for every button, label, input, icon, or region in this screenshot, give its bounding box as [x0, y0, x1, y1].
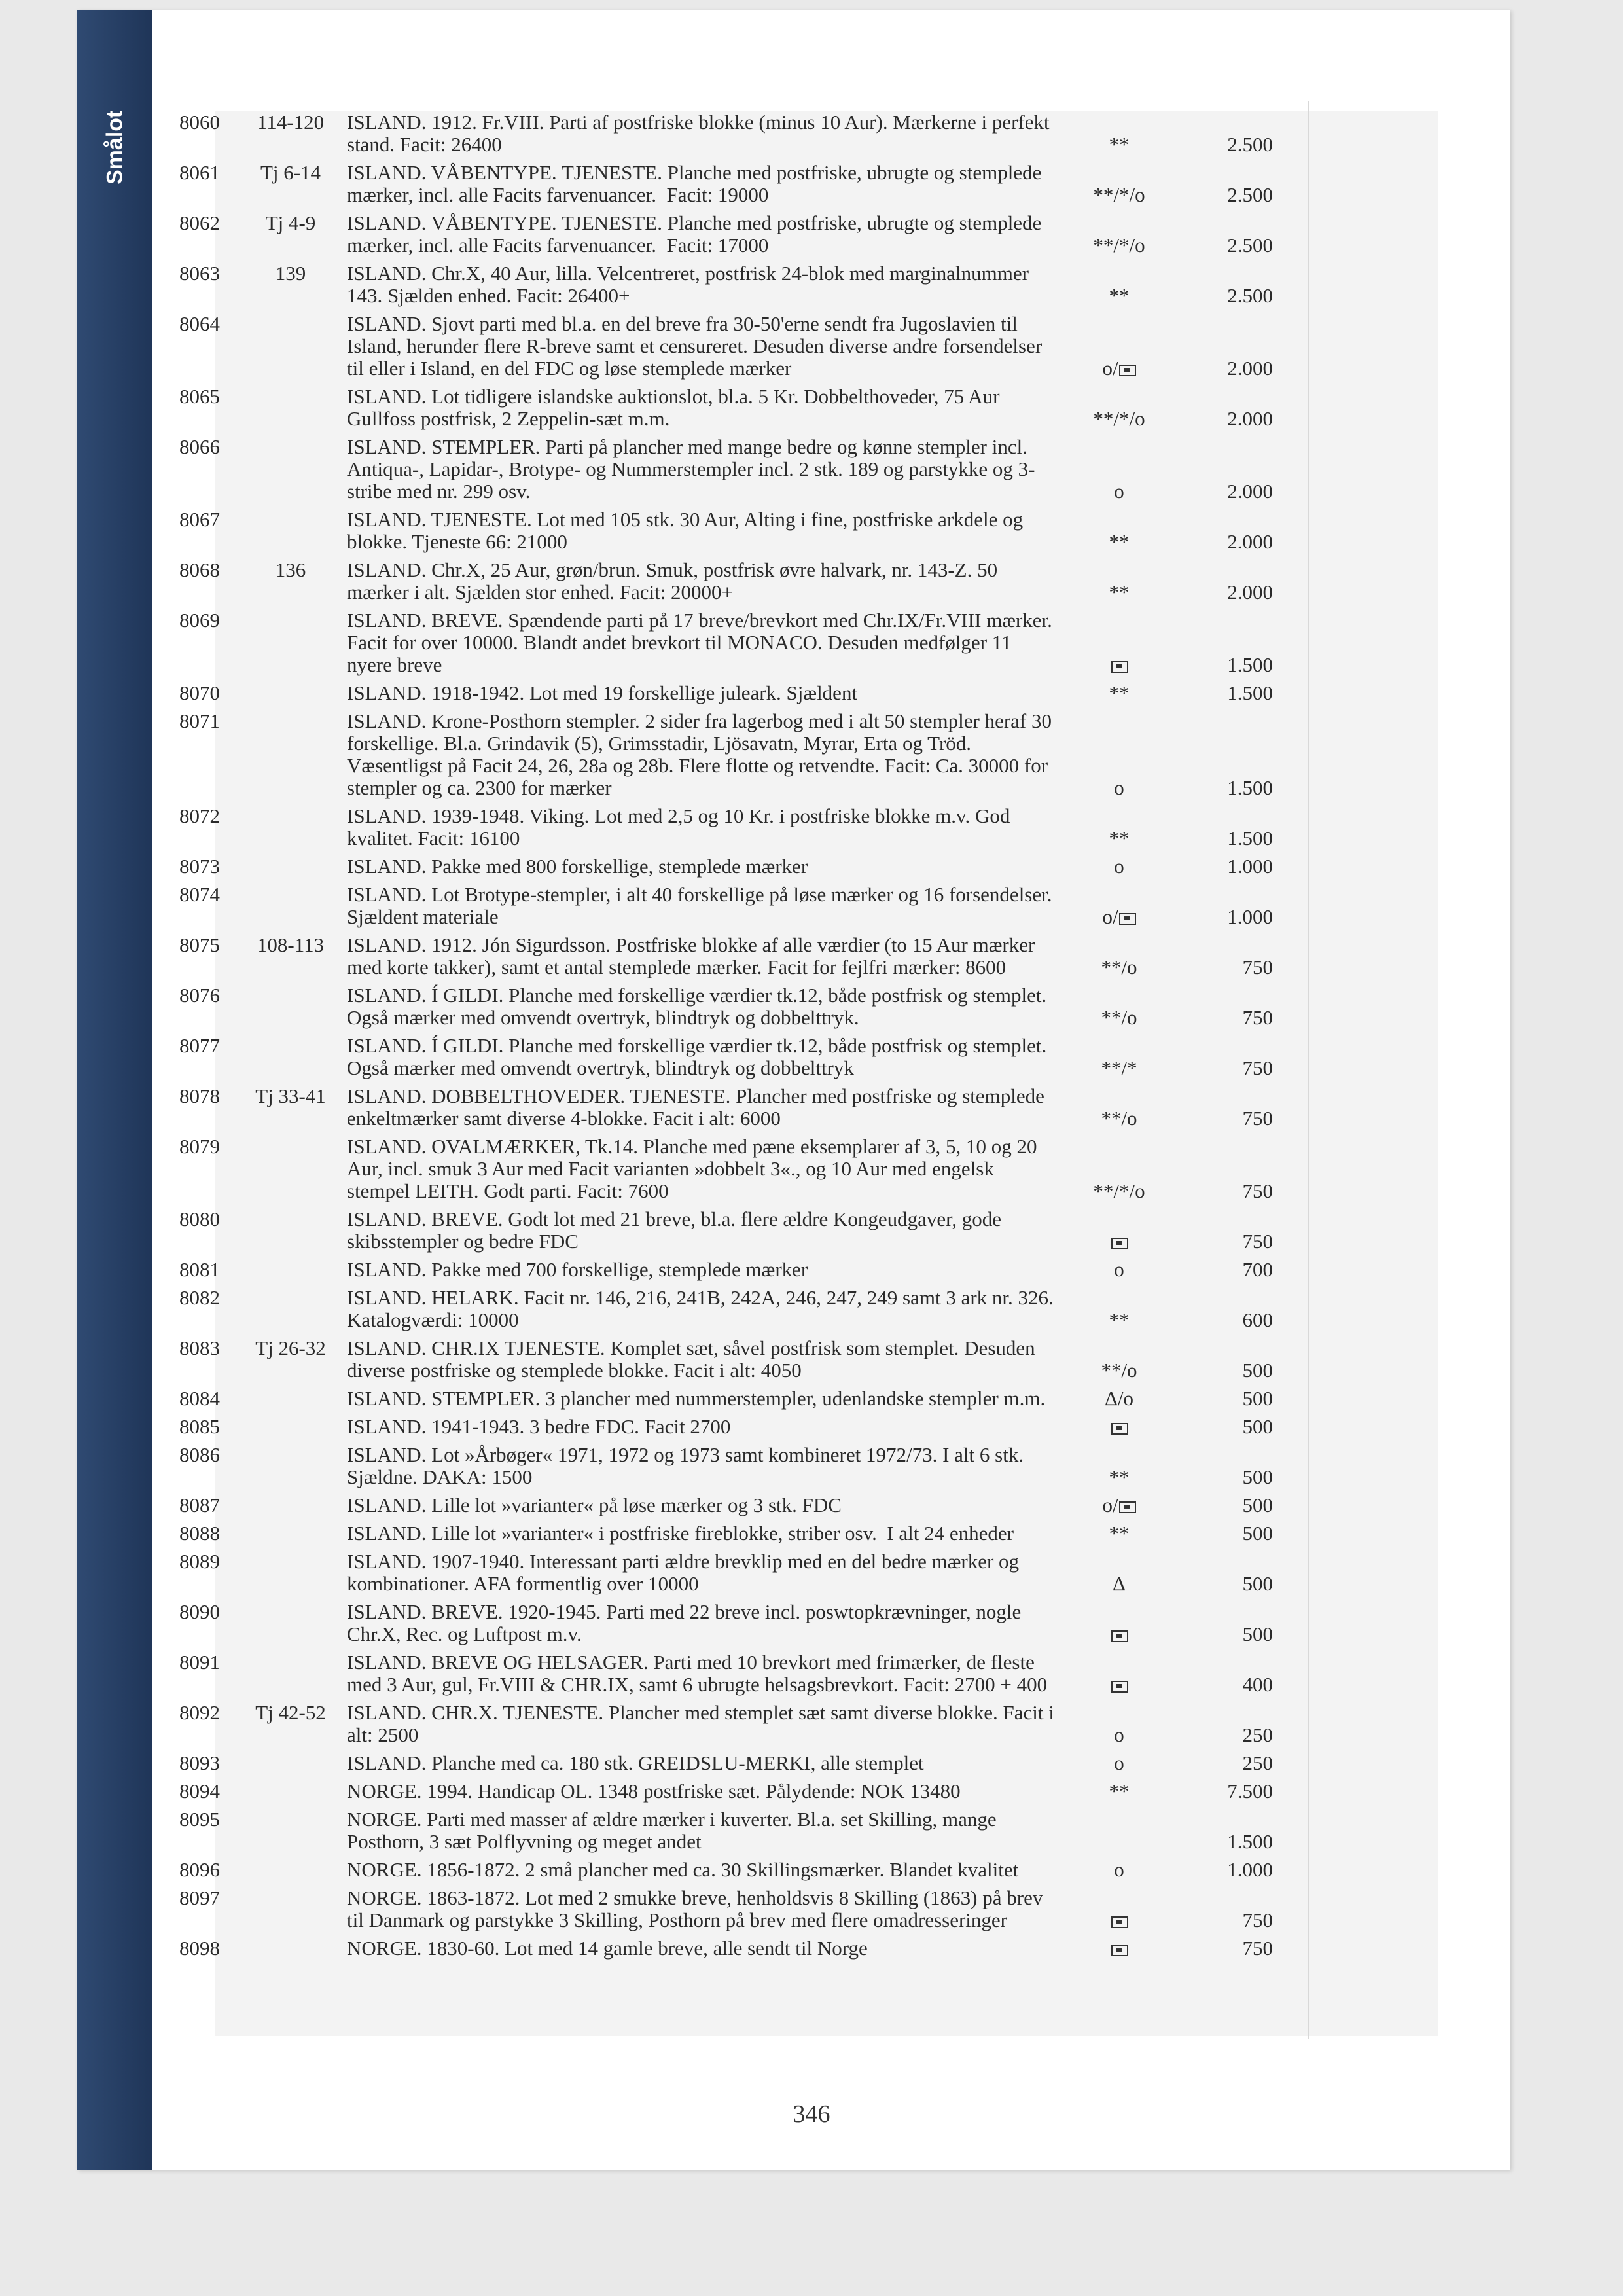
lot-number: 8078 [179, 1085, 220, 1107]
lot-description: ISLAND. CHR.X. TJENESTE. Plancher med stemplet sæt samt diverse blokke. Facit i alt: 2500 [347, 1701, 1060, 1746]
lot-price: 600 [1242, 1308, 1273, 1331]
condition-text: ** [1109, 530, 1130, 553]
lot-description: ISLAND. 1918-1942. Lot med 19 forskellige juleark. Sjældent [347, 681, 858, 704]
lot-description: ISLAND. Lot Brotype-stempler, i alt 40 forskellige på løse mærker og 16 forsendelser. Sjældent materiale [347, 883, 1058, 928]
lot-price: 1.000 [1227, 905, 1273, 928]
lot-row [177, 1416, 1420, 1444]
condition-text: ** [1109, 284, 1130, 307]
lot-description: ISLAND. 1941-1943. 3 bedre FDC. Facit 2700 [347, 1415, 731, 1438]
lot-description: ISLAND. Pakke med 700 forskellige, stemplede mærker [347, 1258, 808, 1281]
lot-number: 8095 [179, 1808, 220, 1831]
condition-code [1060, 1573, 1178, 1595]
lot-price: 750 [1242, 956, 1273, 978]
condition-text: o [1114, 1858, 1124, 1881]
condition-code [1060, 1388, 1178, 1410]
lot-price: 750 [1242, 1230, 1273, 1253]
lot-row [177, 1551, 1420, 1601]
condition-text: ** [1109, 681, 1130, 704]
condition-text: **/o [1101, 956, 1137, 978]
lot-price: 750 [1242, 1107, 1273, 1130]
lot-price: 500 [1242, 1359, 1273, 1382]
lot-number: 8090 [179, 1600, 220, 1623]
lot-price: 2.000 [1227, 357, 1273, 380]
catalogue-number: 139 [275, 262, 306, 285]
condition-code [1060, 1309, 1178, 1331]
lot-description: ISLAND. VÅBENTYPE. TJENESTE. Planche med postfriske, ubrugte og stemplede mærker, incl. alle Facits farvenuancer. Facit: 17000 [347, 211, 1047, 257]
condition-code [1060, 1724, 1178, 1746]
condition-code [1060, 956, 1178, 978]
condition-code [1060, 1230, 1178, 1253]
lot-number: 8098 [179, 1937, 220, 1960]
lot-row [177, 855, 1420, 884]
lot-number: 8069 [179, 609, 220, 632]
section-sidebar [77, 10, 152, 2170]
condition-text: **/o [1101, 1107, 1137, 1130]
lot-number: 8082 [179, 1286, 220, 1309]
lot-description: ISLAND. HELARK. Facit nr. 146, 216, 241B, 242A, 246, 247, 249 samt 3 ark nr. 326. Katalogværdi: 10000 [347, 1286, 1059, 1331]
condition-text: **/*/o [1093, 234, 1145, 257]
lot-price: 250 [1242, 1751, 1273, 1774]
lot-description: NORGE. Parti med masser af ældre mærker i kuverter. Bl.a. set Skilling, mange Posthorn, 3 sæt Polflyvning og meget andet [347, 1808, 1002, 1853]
condition-text: o/ [1102, 357, 1118, 380]
lot-row [177, 262, 1420, 313]
condition-text: **/* [1101, 1056, 1137, 1079]
condition-text: o [1114, 1751, 1124, 1774]
lot-row [177, 1808, 1420, 1859]
lot-description: ISLAND. DOBBELTHOVEDER. TJENESTE. Plancher med postfriske og stemplede enkeltmærker samt diverse 4-blokke. Facit i alt: 6000 [347, 1085, 1050, 1130]
lot-row [177, 111, 1420, 162]
condition-code [1060, 1859, 1178, 1881]
lot-description: ISLAND. BREVE. 1920-1945. Parti med 22 breve incl. poswtopkrævninger, nogle Chr.X, Rec. og Luftpost m.v. [347, 1600, 1026, 1645]
lot-description: NORGE. 1856-1872. 2 små plancher med ca. 30 Skillingsmærker. Blandet kvalitet [347, 1858, 1019, 1881]
lot-price: 500 [1242, 1522, 1273, 1545]
condition-code [1060, 1780, 1178, 1803]
lot-row [177, 386, 1420, 436]
lot-description: ISLAND. Í GILDI. Planche med forskellige værdier tk.12, både postfrisk og stemplet. Også mærker med omvendt overtryk, blindtryk og dobbelttryk. [347, 984, 1052, 1029]
lot-number: 8063 [179, 262, 220, 285]
cover-icon [1119, 365, 1136, 376]
condition-code [1060, 234, 1178, 257]
condition-text: **/*/o [1093, 183, 1145, 206]
lot-number: 8079 [179, 1135, 220, 1158]
lot-number: 8097 [179, 1886, 220, 1909]
condition-code [1060, 581, 1178, 603]
lot-row [177, 1287, 1420, 1337]
condition-text: **/*/o [1093, 1179, 1145, 1202]
condition-code [1060, 855, 1178, 878]
lot-row [177, 682, 1420, 710]
lot-row [177, 1085, 1420, 1136]
lot-number: 8085 [179, 1415, 220, 1438]
lot-number: 8093 [179, 1751, 220, 1774]
lot-row [177, 212, 1420, 262]
condition-text: Δ [1113, 1572, 1126, 1595]
lot-description: NORGE. 1830-60. Lot med 14 gamle breve, alle sendt til Norge [347, 1937, 868, 1960]
lot-row [177, 1887, 1420, 1937]
condition-code [1060, 777, 1178, 799]
lot-price: 1.500 [1227, 776, 1273, 799]
lot-number: 8062 [179, 211, 220, 234]
lot-price: 2.000 [1227, 407, 1273, 430]
condition-text: ** [1109, 1308, 1130, 1331]
lot-price: 2.500 [1227, 183, 1273, 206]
condition-code [1060, 531, 1178, 553]
lot-description: ISLAND. Planche med ca. 180 stk. GREIDSLU-MERKI, alle stemplet [347, 1751, 924, 1774]
lot-row [177, 1522, 1420, 1551]
lot-number: 8068 [179, 558, 220, 581]
lot-description: ISLAND. Chr.X, 25 Aur, grøn/brun. Smuk, postfrisk øvre halvark, nr. 143-Z. 50 mærker i alt. Sjælden stor enhed. Facit: 20000+ [347, 558, 1003, 603]
lot-price: 500 [1242, 1387, 1273, 1410]
lot-description: ISLAND. Sjovt parti med bl.a. en del breve fra 30-50'erne sendt fra Jugoslavien til Island, herunder flere R-breve samt et censureret. Desuden diverse andre forsendelser til eller i Island, en del FDC og løse stemplede mærker [347, 312, 1047, 380]
condition-code [1060, 1494, 1178, 1516]
condition-code [1060, 480, 1178, 503]
catalogue-number: 114-120 [257, 111, 325, 134]
lot-price: 2.000 [1227, 480, 1273, 503]
lot-row [177, 1651, 1420, 1702]
lot-description: ISLAND. STEMPLER. Parti på plancher med mange bedre og kønne stempler incl. Antiqua-, Lapidar-, Brotype- og Nummerstempler incl. 2 stk. 189 og parstykke og 3-stribe med nr. 299 osv. [347, 435, 1035, 503]
page-number: 346 [793, 2100, 830, 2128]
condition-code [1060, 1522, 1178, 1545]
lot-number: 8089 [179, 1550, 220, 1573]
condition-text: o [1114, 855, 1124, 878]
lot-price: 750 [1242, 1179, 1273, 1202]
lot-description: ISLAND. CHR.IX TJENESTE. Komplet sæt, såvel postfrisk som stemplet. Desuden diverse postfriske og stemplede blokke. Facit i alt: 4050 [347, 1336, 1041, 1382]
lot-number: 8076 [179, 984, 220, 1007]
lot-number: 8091 [179, 1651, 220, 1674]
lot-row [177, 559, 1420, 609]
lot-description: ISLAND. OVALMÆRKER, Tk.14. Planche med pæne eksemplarer af 3, 5, 10 og 20 Aur, incl. smuk 3 Aur med Facit varianten »dobbelt 3«., og 10 Aur med engelsk stempel LEITH. Godt parti. Facit: 7600 [347, 1135, 1041, 1202]
condition-text: ** [1109, 827, 1130, 850]
condition-text: o/ [1102, 1494, 1118, 1516]
lot-row [177, 984, 1420, 1035]
lot-row [177, 1601, 1420, 1651]
condition-code [1060, 1937, 1178, 1960]
lot-price: 500 [1242, 1623, 1273, 1645]
lot-row [177, 1208, 1420, 1259]
lot-number: 8060 [179, 111, 220, 134]
catalogue-number: Tj 26-32 [255, 1336, 326, 1359]
lot-description: ISLAND. 1907-1940. Interessant parti ældre brevklip med en del bedre mærker og kombinationer. AFA formentlig over 10000 [347, 1550, 1024, 1595]
condition-text: **/o [1101, 1006, 1137, 1029]
lot-row [177, 1337, 1420, 1388]
lot-row [177, 1859, 1420, 1887]
condition-text: **/*/o [1093, 407, 1145, 430]
lot-number: 8092 [179, 1701, 220, 1724]
lot-row [177, 609, 1420, 682]
condition-text: **/o [1101, 1359, 1137, 1382]
lot-description: ISLAND. Pakke med 800 forskellige, stemplede mærker [347, 855, 808, 878]
lot-price: 2.000 [1227, 530, 1273, 553]
cover-icon [1111, 661, 1128, 673]
cover-icon [1111, 1423, 1128, 1435]
lot-price: 700 [1242, 1258, 1273, 1281]
lot-number: 8067 [179, 508, 220, 531]
lot-row [177, 1702, 1420, 1752]
lot-price: 250 [1242, 1723, 1273, 1746]
condition-code [1060, 285, 1178, 307]
lot-description: ISLAND. Krone-Posthorn stempler. 2 sider fra lagerbog med i alt 50 stempler heraf 30 forskellige. Bl.a. Grindavik (5), Grimsstadir, Ljösavatn, Myrar, Erta og Tröd. Væsentligst på Facit 24, 26, 28a og 28b. Flere flotte og retvendte. Facit: Ca. 30000 for stempler og ca. 2300 for mærker [347, 709, 1057, 799]
lot-row [177, 162, 1420, 212]
condition-code [1060, 1909, 1178, 1931]
condition-code [1060, 1107, 1178, 1130]
lot-description: ISLAND. BREVE OG HELSAGER. Parti med 10 brevkort med frimærker, de fleste med 3 Aur, gul, Fr.VIII & CHR.IX, samt 6 ubrugte helsagsbrevkort. Facit: 2700 + 400 [347, 1651, 1048, 1696]
condition-code [1060, 827, 1178, 850]
lot-number: 8064 [179, 312, 220, 335]
lot-number: 8077 [179, 1034, 220, 1057]
lot-price: 1.000 [1227, 855, 1273, 878]
lot-number: 8096 [179, 1858, 220, 1881]
condition-code [1060, 1359, 1178, 1382]
condition-text: o [1114, 480, 1124, 503]
condition-code [1060, 1057, 1178, 1079]
cover-icon [1111, 1630, 1128, 1642]
lot-description: ISLAND. Lot »Årbøger« 1971, 1972 og 1973 samt kombineret 1972/73. I alt 6 stk. Sjældne. DAKA: 1500 [347, 1443, 1029, 1488]
condition-code [1060, 184, 1178, 206]
cover-icon [1111, 1681, 1128, 1693]
cover-icon [1111, 1238, 1128, 1249]
condition-text: o [1114, 776, 1124, 799]
lot-number: 8061 [179, 161, 220, 184]
lot-number: 8094 [179, 1780, 220, 1803]
lot-number: 8073 [179, 855, 220, 878]
lot-price: 1.500 [1227, 827, 1273, 850]
lot-row [177, 1752, 1420, 1780]
condition-code [1060, 408, 1178, 430]
catalogue-number: Tj 6-14 [260, 161, 321, 184]
catalogue-number: 108-113 [257, 933, 325, 956]
lot-number: 8084 [179, 1387, 220, 1410]
lot-price: 400 [1242, 1673, 1273, 1696]
lot-description: ISLAND. Chr.X, 40 Aur, lilla. Velcentreret, postfrisk 24-blok med marginalnummer 143. Sjælden enhed. Facit: 26400+ [347, 262, 1034, 307]
lot-row [177, 313, 1420, 386]
cover-icon [1119, 913, 1136, 925]
lot-list [177, 111, 1420, 1965]
condition-text: ** [1109, 133, 1130, 156]
condition-code [1060, 1259, 1178, 1281]
lot-number: 8080 [179, 1208, 220, 1230]
condition-text: ** [1109, 581, 1130, 603]
lot-price: 750 [1242, 1056, 1273, 1079]
lot-row [177, 805, 1420, 855]
lot-row [177, 1035, 1420, 1085]
lot-description: ISLAND. BREVE. Godt lot med 21 breve, bl.a. flere ældre Kongeudgaver, gode skibsstempler og bedre FDC [347, 1208, 1007, 1253]
condition-text: ** [1109, 1780, 1130, 1803]
condition-code [1060, 1007, 1178, 1029]
condition-text: Δ/o [1104, 1387, 1134, 1410]
lot-price: 2.500 [1227, 284, 1273, 307]
lot-description: ISLAND. Lot tidligere islandske auktionslot, bl.a. 5 Kr. Dobbelthoveder, 75 Aur Gullfoss postfrisk, 2 Zeppelin-sæt m.m. [347, 385, 1005, 430]
lot-price: 750 [1242, 1937, 1273, 1960]
lot-description: ISLAND. 1912. Fr.VIII. Parti af postfriske blokke (minus 10 Aur). Mærkerne i perfekt stand. Facit: 26400 [347, 111, 1055, 156]
condition-code [1060, 1623, 1178, 1645]
catalogue-number: 136 [275, 558, 306, 581]
lot-price: 500 [1242, 1572, 1273, 1595]
lot-row [177, 1259, 1420, 1287]
lot-price: 1.500 [1227, 1830, 1273, 1853]
lot-row [177, 934, 1420, 984]
section-label: Smålot [102, 110, 128, 185]
lot-row [177, 1136, 1420, 1208]
lot-price: 500 [1242, 1465, 1273, 1488]
lot-price: 1.500 [1227, 653, 1273, 676]
lot-price: 1.000 [1227, 1858, 1273, 1881]
cover-icon [1111, 1945, 1128, 1956]
lot-price: 500 [1242, 1494, 1273, 1516]
lot-row [177, 436, 1420, 509]
lot-row [177, 509, 1420, 559]
condition-code [1060, 1674, 1178, 1696]
catalogue-number: Tj 33-41 [255, 1085, 326, 1107]
lot-row [177, 1937, 1420, 1965]
condition-text: o [1114, 1723, 1124, 1746]
condition-code [1060, 906, 1178, 928]
lot-description: NORGE. 1863-1872. Lot med 2 smukke breve, henholdsvis 8 Skilling (1863) på brev til Danmark og parstykke 3 Skilling, Posthorn på brev med flere omadresseringer [347, 1886, 1048, 1931]
lot-row [177, 1780, 1420, 1808]
lot-number: 8072 [179, 804, 220, 827]
lot-description: ISLAND. 1939-1948. Viking. Lot med 2,5 og 10 Kr. i postfriske blokke m.v. God kvalitet. Facit: 16100 [347, 804, 1016, 850]
condition-code [1060, 1466, 1178, 1488]
condition-code [1060, 654, 1178, 676]
lot-price: 750 [1242, 1006, 1273, 1029]
condition-code [1060, 134, 1178, 156]
lot-number: 8081 [179, 1258, 220, 1281]
lot-number: 8087 [179, 1494, 220, 1516]
catalogue-number: Tj 42-52 [255, 1701, 326, 1724]
lot-number: 8070 [179, 681, 220, 704]
lot-price: 500 [1242, 1415, 1273, 1438]
lot-row [177, 884, 1420, 934]
condition-code [1060, 1180, 1178, 1202]
condition-code [1060, 357, 1178, 380]
lot-description: ISLAND. BREVE. Spændende parti på 17 breve/brevkort med Chr.IX/Fr.VIII mærker. Facit for over 10000. Blandt andet brevkort til MONACO. Desuden medfølger 11 nyere breve [347, 609, 1058, 676]
lot-description: ISLAND. Í GILDI. Planche med forskellige værdier tk.12, både postfrisk og stemplet. Også mærker med omvendt overtryk, blindtryk og dobbelttryk [347, 1034, 1052, 1079]
lot-row [177, 1494, 1420, 1522]
lot-number: 8075 [179, 933, 220, 956]
lot-number: 8074 [179, 883, 220, 906]
lot-price: 750 [1242, 1909, 1273, 1931]
lot-price: 2.500 [1227, 133, 1273, 156]
lot-price: 2.000 [1227, 581, 1273, 603]
lot-description: NORGE. 1994. Handicap OL. 1348 postfriske sæt. Pålydende: NOK 13480 [347, 1780, 961, 1803]
lot-price: 1.500 [1227, 681, 1273, 704]
lot-number: 8071 [179, 709, 220, 732]
lot-description: ISLAND. Lille lot »varianter« i postfriske fireblokke, striber osv. I alt 24 enheder [347, 1522, 1014, 1545]
lot-row [177, 710, 1420, 805]
cover-icon [1119, 1501, 1136, 1513]
lot-row [177, 1388, 1420, 1416]
condition-text: ** [1109, 1465, 1130, 1488]
lot-description: ISLAND. STEMPLER. 3 plancher med nummerstempler, udenlandske stempler m.m. [347, 1387, 1046, 1410]
lot-number: 8065 [179, 385, 220, 408]
condition-code [1060, 682, 1178, 704]
lot-description: ISLAND. TJENESTE. Lot med 105 stk. 30 Aur, Alting i fine, postfriske arkdele og blokke. Tjeneste 66: 21000 [347, 508, 1028, 553]
condition-text: o/ [1102, 905, 1118, 928]
lot-row [177, 1444, 1420, 1494]
cover-icon [1111, 1916, 1128, 1928]
condition-code [1060, 1752, 1178, 1774]
lot-number: 8066 [179, 435, 220, 458]
lot-number: 8083 [179, 1336, 220, 1359]
lot-description: ISLAND. Lille lot »varianter« på løse mærker og 3 stk. FDC [347, 1494, 842, 1516]
lot-price: 2.500 [1227, 234, 1273, 257]
condition-text: ** [1109, 1522, 1130, 1545]
lot-description: ISLAND. 1912. Jón Sigurdsson. Postfriske blokke af alle værdier (to 15 Aur mærker med korte takker), samt et antal stemplede mærker. Facit for fejlfri mærker: 8600 [347, 933, 1041, 978]
lot-description: ISLAND. VÅBENTYPE. TJENESTE. Planche med postfriske, ubrugte og stemplede mærker, incl. alle Facits farvenuancer. Facit: 19000 [347, 161, 1047, 206]
lot-number: 8086 [179, 1443, 220, 1466]
catalogue-number: Tj 4-9 [265, 211, 316, 234]
condition-text: o [1114, 1258, 1124, 1281]
lot-price: 7.500 [1227, 1780, 1273, 1803]
lot-number: 8088 [179, 1522, 220, 1545]
condition-code [1060, 1416, 1178, 1438]
